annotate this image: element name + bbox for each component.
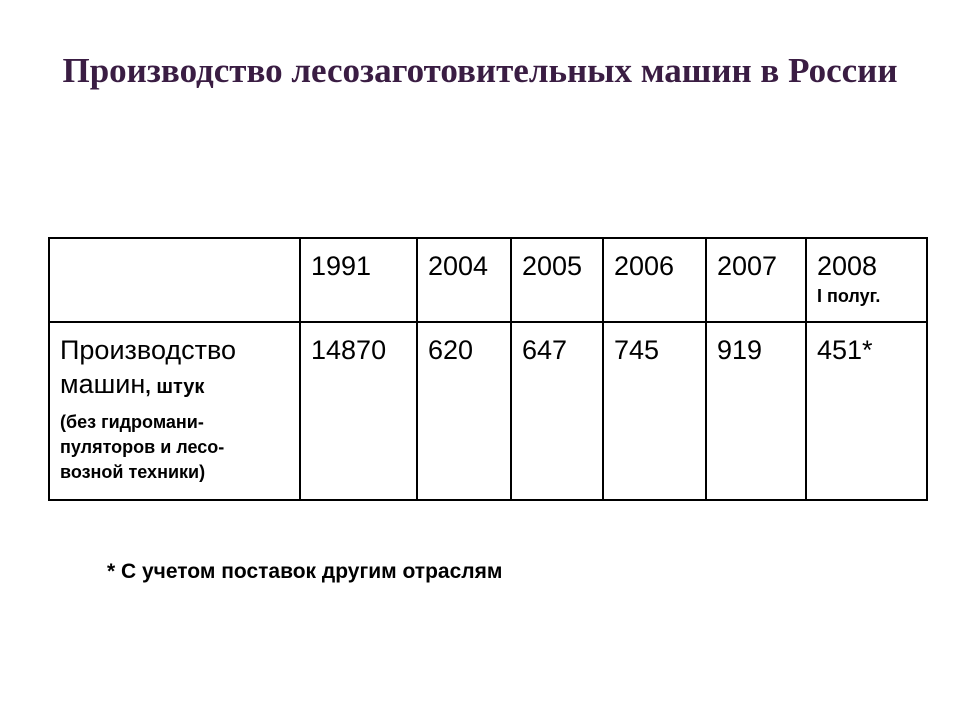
row-label-cell [49,322,300,500]
year-label: 2005 [522,251,583,281]
row-label-note-line: возной техники) [60,462,206,482]
table-corner-cell [49,238,300,322]
production-value: 647 [522,335,568,365]
production-table [48,237,928,501]
table-row [49,322,927,500]
row-label-note-line: пуляторов и лесо- [60,437,225,457]
table-header-cell [706,238,806,322]
production-table-container [48,237,928,501]
year-label: 2004 [428,251,489,281]
year-label: 2006 [614,251,675,281]
year-label: 2008 [817,251,878,281]
table-header-cell [806,238,927,322]
table-header-cell [603,238,706,322]
year-label: 1991 [311,251,372,281]
table-cell [706,322,806,500]
row-label [50,323,299,485]
production-value: 451* [817,335,873,365]
table-cell [603,322,706,500]
slide-title: Производство лесозаготовительных машин в России [62,51,898,90]
row-label-second: машин [60,369,146,399]
row-label-note [60,410,293,485]
table-header-cell [417,238,511,322]
production-value: 919 [717,335,763,365]
table-cell [300,322,417,500]
table-header-cell [300,238,417,322]
production-value: 745 [614,335,660,365]
production-value: 620 [428,335,474,365]
row-label-second-line [60,367,293,404]
year-sublabel: I полуг. [817,286,881,306]
row-label-main: Производство [60,335,237,365]
table-cell [511,322,603,500]
footnote: * С учетом поставок другим отраслям [107,560,503,583]
row-label-unit: , штук [145,376,205,398]
production-value: 14870 [311,335,387,365]
row-label-note-line: (без гидромани- [60,412,204,432]
table-cell [806,322,927,500]
table-header-row [49,238,927,322]
table-cell [417,322,511,500]
table-header-cell [511,238,603,322]
year-label: 2007 [717,251,778,281]
